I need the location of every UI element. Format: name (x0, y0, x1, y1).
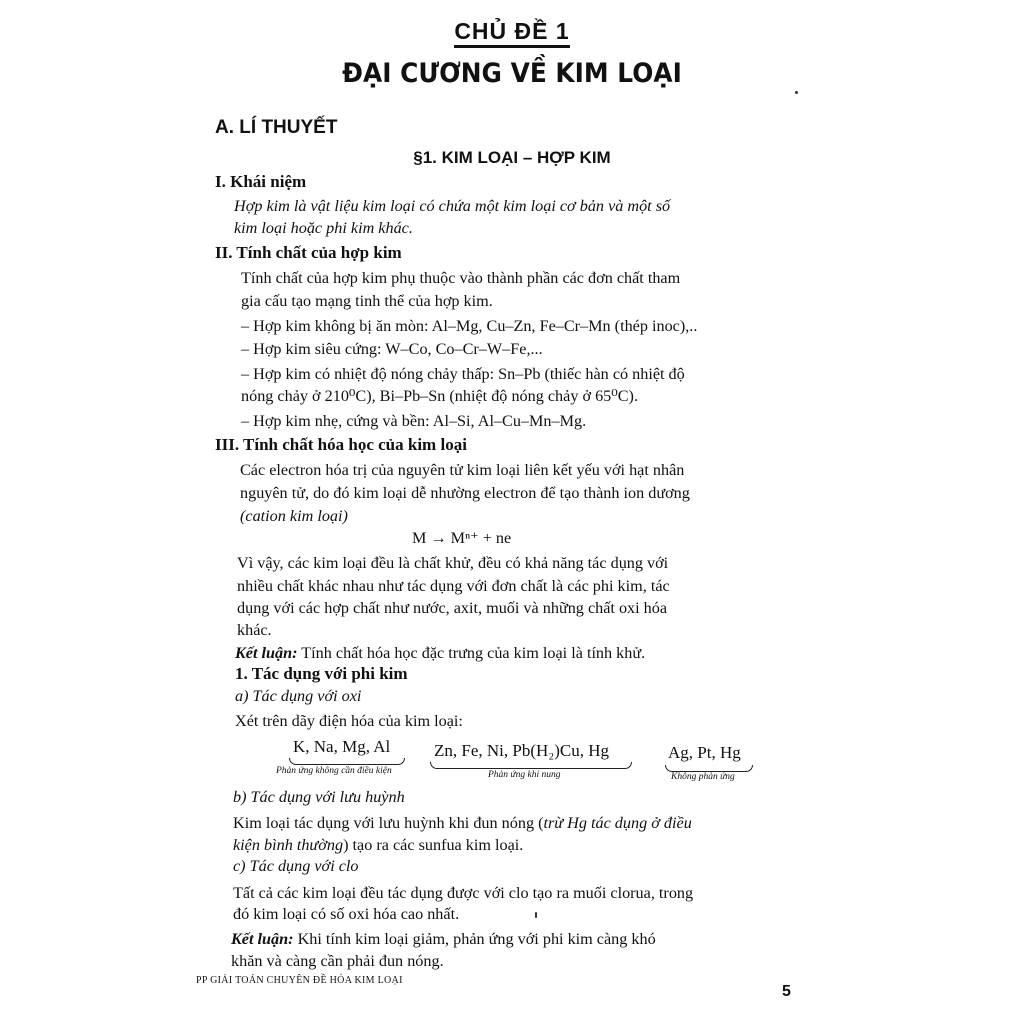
list-item: – Hợp kim không bị ăn mòn: Al–Mg, Cu–Zn, Fe–Cr–Mn (thép inoc),.. (241, 317, 698, 335)
conclusion-text: Khi tính kim loại giảm, phản ứng với phi kim càng khó (297, 930, 656, 948)
brace (289, 758, 405, 765)
text-line: kim loại hoặc phi kim khác. (234, 219, 413, 237)
text-line (233, 813, 692, 833)
speck-mark (535, 912, 537, 918)
chapter-title: ĐẠI CƯƠNG VỀ KIM LOẠI (342, 58, 682, 89)
heading-tinh-chat-hoa-hoc: III. Tính chất hóa học của kim loại (215, 435, 467, 454)
page-number: 5 (782, 983, 791, 1000)
text-line: nguyên tử, do đó kim loại dễ nhường electron để tạo thành ion dương (240, 484, 690, 502)
text-span: Kim loại tác dụng với lưu huỳnh khi đun nóng ( (233, 814, 544, 832)
text-line: Các electron hóa trị của nguyên tử kim loại liên kết yếu với hạt nhân (240, 461, 685, 479)
text-line (233, 835, 523, 855)
text-line: gia cấu tạo mạng tinh thể của hợp kim. (241, 292, 493, 310)
text-line: nhiều chất khác nhau như tác dụng với đơn chất là các phi kim, tác (237, 577, 670, 595)
list-item: – Hợp kim nhẹ, cứng và bền: Al–Si, Al–Cu–Mn–Mg. (241, 412, 587, 430)
speck-mark (795, 91, 798, 94)
subheading-clo: c) Tác dụng với clo (233, 857, 359, 875)
series-note-2: Phản ứng khi nung (488, 770, 561, 780)
conclusion (231, 929, 656, 949)
conclusion (235, 643, 645, 663)
brace (665, 765, 753, 772)
series-note-3: Không phản ứng (671, 772, 735, 782)
conclusion-label: Kết luận: (231, 930, 294, 948)
list-item: – Hợp kim có nhiệt độ nóng chảy thấp: Sn–Pb (thiếc hàn có nhiệt độ (241, 365, 685, 383)
chapter-label: CHỦ ĐỀ 1 (0, 18, 1024, 45)
book-footer: PP GIẢI TOÁN CHUYÊN ĐỀ HÓA KIM LOẠI (196, 975, 403, 986)
text-line: Vì vậy, các kim loại đều là chất khử, đều có khả năng tác dụng với (237, 554, 669, 572)
heading-tac-dung-phi-kim: 1. Tác dụng với phi kim (235, 664, 408, 683)
text-span: trừ Hg tác dụng ở điều (543, 814, 692, 832)
text-line: Tất cả các kim loại đều tác dụng được với clo tạo ra muối clorua, trong (233, 884, 694, 902)
text-line: Hợp kim là vật liệu kim loại có chứa một kim loại cơ bản và một số (234, 197, 671, 215)
series-group-1: K, Na, Mg, Al (293, 737, 391, 756)
series-group-2: Zn, Fe, Ni, Pb(H₂)Cu, Hg (434, 741, 609, 760)
list-item: – Hợp kim siêu cứng: W–Co, Co–Cr–W–Fe,... (241, 340, 543, 358)
text-line: đó kim loại có số oxi hóa cao nhất. (233, 905, 460, 923)
conclusion-label: Kết luận: (235, 644, 298, 662)
heading-tinh-chat-hop-kim: II. Tính chất của hợp kim (215, 243, 402, 262)
text-line: Xét trên dãy điện hóa của kim loại: (235, 712, 463, 730)
text-span: kiện bình thường (233, 836, 344, 854)
series-group-3: Ag, Pt, Hg (668, 743, 741, 762)
equation: M → Mⁿ⁺ + ne (412, 529, 512, 547)
text-span: ) tạo ra các sunfua kim loại. (343, 836, 524, 854)
subheading-oxi: a) Tác dụng với oxi (235, 687, 362, 705)
brace (430, 762, 632, 769)
text-line: dụng với các hợp chất như nước, axit, muối và những chất oxi hóa (237, 599, 668, 617)
text-line: khác. (237, 621, 272, 639)
part-heading: A. LÍ THUYẾT (215, 117, 338, 138)
text-line: (cation kim loại) (240, 507, 348, 525)
section-title: §1. KIM LOẠI – HỢP KIM (413, 148, 611, 167)
heading-khai-niem: I. Khái niệm (215, 172, 307, 191)
series-note-1: Phản ứng không cần điều kiện (276, 766, 392, 776)
text-line: Tính chất của hợp kim phụ thuộc vào thành phần các đơn chất tham (241, 269, 681, 287)
text-line: nóng chảy ở 210⁰C), Bi–Pb–Sn (nhiệt độ nóng chảy ở 65⁰C). (241, 387, 638, 405)
subheading-luu-huynh: b) Tác dụng với lưu huỳnh (233, 788, 405, 806)
conclusion-text: Tính chất hóa học đặc trưng của kim loại là tính khử. (301, 644, 646, 662)
text-line: khăn và càng cần phải đun nóng. (231, 952, 444, 970)
